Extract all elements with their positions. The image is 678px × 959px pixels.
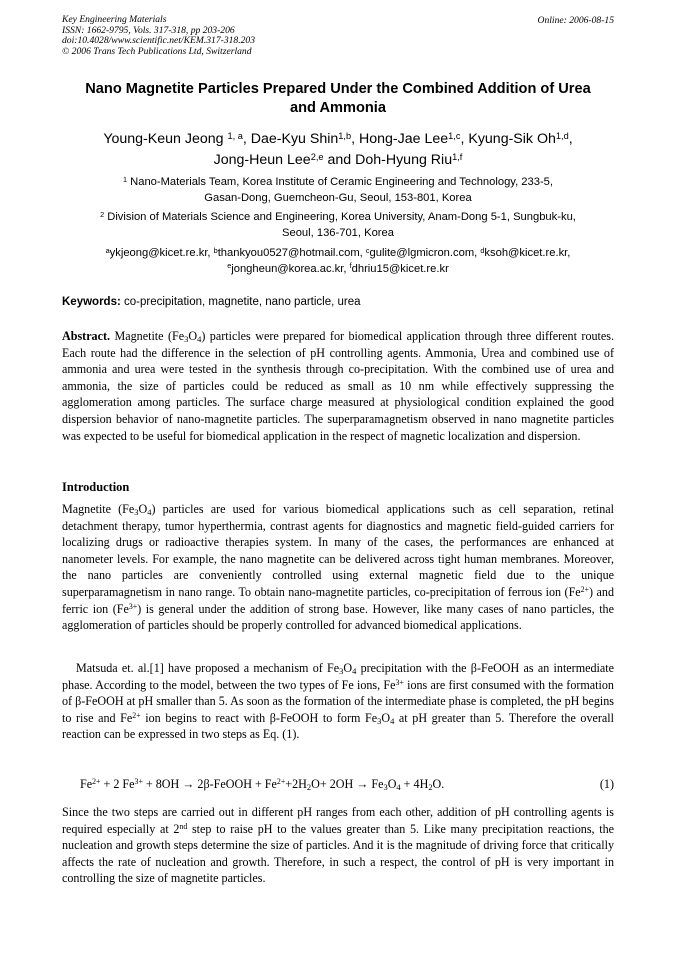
abstract — [62, 328, 614, 444]
superscript: 2+ — [132, 711, 141, 721]
section-heading-introduction: Introduction — [62, 480, 130, 494]
subscript: 2 — [428, 782, 433, 793]
journal-header — [62, 15, 255, 57]
equation-text: O — [387, 777, 397, 791]
affil-text: Division of Materials Science and Engineering, Korea University, Anam-Dong 5-1, Sungbuk-ku, — [107, 211, 576, 223]
paragraph-text: O — [138, 502, 148, 516]
affiliation-1 — [62, 175, 614, 206]
online-date: Online: 2006-08-15 — [537, 15, 614, 26]
author-name: Jong-Heun Lee — [213, 152, 311, 168]
equation-text: + 8OH → 2β-FeOOH + Fe — [142, 777, 277, 791]
paragraph-text: ion begins to react with β-FeOOH to form Fe — [140, 710, 378, 725]
affil-mark: 1 — [122, 174, 128, 184]
abstract-text: Magnetite (Fe — [114, 329, 185, 343]
subscript: 4 — [390, 715, 395, 726]
author-name: Dae-Kyu Shin — [250, 131, 339, 147]
equation-text: + 2 Fe — [100, 777, 135, 791]
superscript: nd — [179, 822, 188, 832]
journal-name: Key Engineering Materials — [62, 14, 167, 25]
author-conjunction: and — [327, 152, 352, 168]
email-link[interactable]: ksoh@kicet.re.kr, — [484, 247, 571, 259]
journal-issn: ISSN: 1662-9795, Vols. 317-318, pp 203-206 — [62, 24, 235, 36]
paragraph-text: step to raise pH to the values greater than 5. Like many precipitation reactions, the nucleation and growth steps determine the size of particles. And it is the magnitude of driving force that critically affects the rate of nucleation and growth. Therefore, in such a respect, the control of pH is very important in controlling the size of magnetite particles. — [62, 821, 614, 886]
equation-number: (1) — [599, 777, 614, 791]
affil-text: Nano-Materials Team, Korea Institute of Ceramic Engineering and Technology, 233-5, — [130, 176, 554, 188]
email-link[interactable]: gulite@lgmicron.com, — [369, 247, 478, 259]
paragraph-text: O — [381, 710, 391, 725]
paper-title — [62, 80, 614, 118]
author-list: Young-Keun Jeong $^{1, a}$, Dae-Kyu Shin$^{1,b}$, Hong-Jae Lee$^{1,c}$, Kyung-Sik Oh$^{1,d}$, Jong-Heun Lee$^{2,e}$ and Doh-Hyung Riu$^{1,f}$ — [103, 130, 573, 168]
superscript: 3+ — [128, 602, 138, 612]
paragraph-text: Since the two steps are carried out in different pH ranges from each other, addition of pH controlling agents is required especially at 2 — [62, 805, 614, 836]
author-affil-mark: 1,b — [338, 130, 352, 141]
paragraph-text: at pH greater than 5. Therefore the overall reaction can be expressed in two steps as Eq. (1). — [62, 710, 615, 742]
subscript: 3 — [383, 782, 388, 793]
subscript: 3 — [339, 666, 344, 677]
equation-formula — [80, 777, 444, 792]
subscript: 4 — [147, 507, 152, 518]
email-mark: a — [105, 245, 110, 255]
email-mark: b — [213, 245, 218, 255]
email-mark: c — [365, 245, 370, 255]
email-mark: f — [349, 261, 352, 271]
journal-copyright: © 2006 Trans Tech Publications Ltd, Switzerland — [62, 45, 252, 57]
paragraph-text: Matsuda et. al.[1] have proposed a mechanism of Fe — [76, 661, 340, 675]
author-emails — [62, 246, 614, 277]
title-line-1: Nano Magnetite Particles Prepared Under the Combined Addition of Urea — [85, 81, 591, 97]
equation-text: +2H — [285, 777, 307, 791]
title-line-2: and Ammonia — [290, 100, 386, 116]
affil-mark: 2 — [100, 209, 105, 219]
author-name: Doh-Hyung Riu — [355, 152, 453, 168]
subscript: 4 — [396, 782, 401, 793]
paragraph-text: precipitation with the β-FeOOH as an intermediate phase. According to the model, between the two types of Fe ions, Fe — [62, 661, 614, 692]
paragraph-text: ions are first consumed with the formation of β-FeOOH at pH smaller than 5. As soon as the formation of the intermediate phase is completed, the pH begins to rise and Fe — [62, 677, 614, 725]
author-affil-mark: 1, a — [227, 130, 243, 141]
superscript: 2+ — [276, 777, 286, 787]
author-affil-mark: 1,c — [448, 130, 461, 141]
paragraph-text: O — [343, 661, 353, 675]
author-name: Kyung-Sik Oh — [468, 131, 556, 147]
email-link[interactable]: thankyou0527@hotmail.com, — [217, 247, 363, 259]
subscript: 2 — [306, 782, 312, 793]
author-name: Young-Keun Jeong — [103, 131, 224, 147]
author-affil-mark: 1,d — [555, 130, 569, 141]
email-mark: d — [480, 245, 485, 255]
email-link[interactable]: jongheun@korea.ac.kr, — [231, 262, 347, 275]
equation-text: O+ 2OH → Fe — [311, 777, 384, 791]
subscript: 3 — [134, 507, 139, 518]
paragraph-text: ) particles are used for various biomedical applications such as cell separation, retinal detachment therapy, tumor hyperthermia, contrast agents for diagnostics and magnetic field-guided carriers for localizing drugs or radioactive therapies system. In many of the cases, the performances are enhanced at nanometer levels. For example, the nano magnetite can be delivered across tight human membranes. Moreover, the nano particles are conveniently controlled using external magnetic field due to the unique superparamagnetism in nano range. To obtain nano-magnetite particles, co-precipitation of ferrous ion (Fe — [62, 502, 614, 599]
superscript: 3+ — [395, 678, 404, 688]
superscript: 2+ — [580, 585, 590, 595]
affil-text: Gasan-Dong, Guemcheon-Gu, Seoul, 153-801, Korea — [204, 191, 472, 204]
subscript: 4 — [197, 334, 202, 345]
superscript: 3+ — [134, 777, 143, 787]
superscript: 2+ — [92, 777, 101, 787]
paragraph-text: Magnetite (Fe — [62, 502, 135, 516]
subscript: 3 — [184, 334, 189, 345]
author-name: Hong-Jae Lee — [359, 131, 449, 147]
abstract-text: ) particles were prepared for biomedical application through three different routes. Each route had the difference in the selection of pH controlling agents. Ammonia, Urea and combined use of ammonia and urea were tested in the synthesis through co-precipitation. With the combined use of urea and ammonia, the size of particles could be reduced as small as 10 nm while effectively suppressing the agglomeration among particles. The surface charge measured at physiological condition explained the good dispersion behavior of nano-magnetite particles. The superparamagnetism observed in nano magnetite particles was expected to be useful for biomedical application in the respect of magnetic localization and dispersion. — [62, 329, 614, 443]
email-link[interactable]: dhriu15@kicet.re.kr — [351, 262, 449, 275]
abstract-text: O — [188, 329, 198, 343]
author-affil-mark: 1,f — [452, 151, 463, 162]
keywords-label: Keywords: — [62, 296, 121, 308]
equation-text: Fe — [80, 777, 93, 791]
email-mark: e — [227, 261, 232, 271]
intro-paragraph-2 — [62, 660, 614, 743]
affil-text: Seoul, 136-701, Korea — [282, 226, 394, 239]
paragraph-text: ) is general under the addition of strong base. However, like many cases of nano particles, the agglomeration of particles should be properly controlled for advanced biomedical applications. — [62, 601, 614, 633]
intro-paragraph-3 — [62, 804, 614, 887]
equation-text: O. — [432, 777, 445, 791]
subscript: 4 — [352, 666, 357, 677]
intro-paragraph-1 — [62, 501, 614, 634]
keywords — [62, 296, 614, 308]
paragraph-text: ) and ferric ion (Fe — [62, 584, 614, 616]
abstract-label: Abstract. — [62, 329, 111, 343]
subscript: 3 — [377, 715, 382, 726]
author-affil-mark: 2,e — [310, 151, 324, 162]
keywords-text: co-precipitation, magnetite, nano particle, urea — [124, 296, 361, 308]
journal-doi: doi:10.4028/www.scientific.net/KEM.317-318.203 — [62, 35, 256, 47]
equation-text: + 4H — [400, 777, 429, 791]
email-link[interactable]: ykjeong@kicet.re.kr, — [109, 247, 211, 259]
affiliation-2 — [62, 210, 614, 241]
